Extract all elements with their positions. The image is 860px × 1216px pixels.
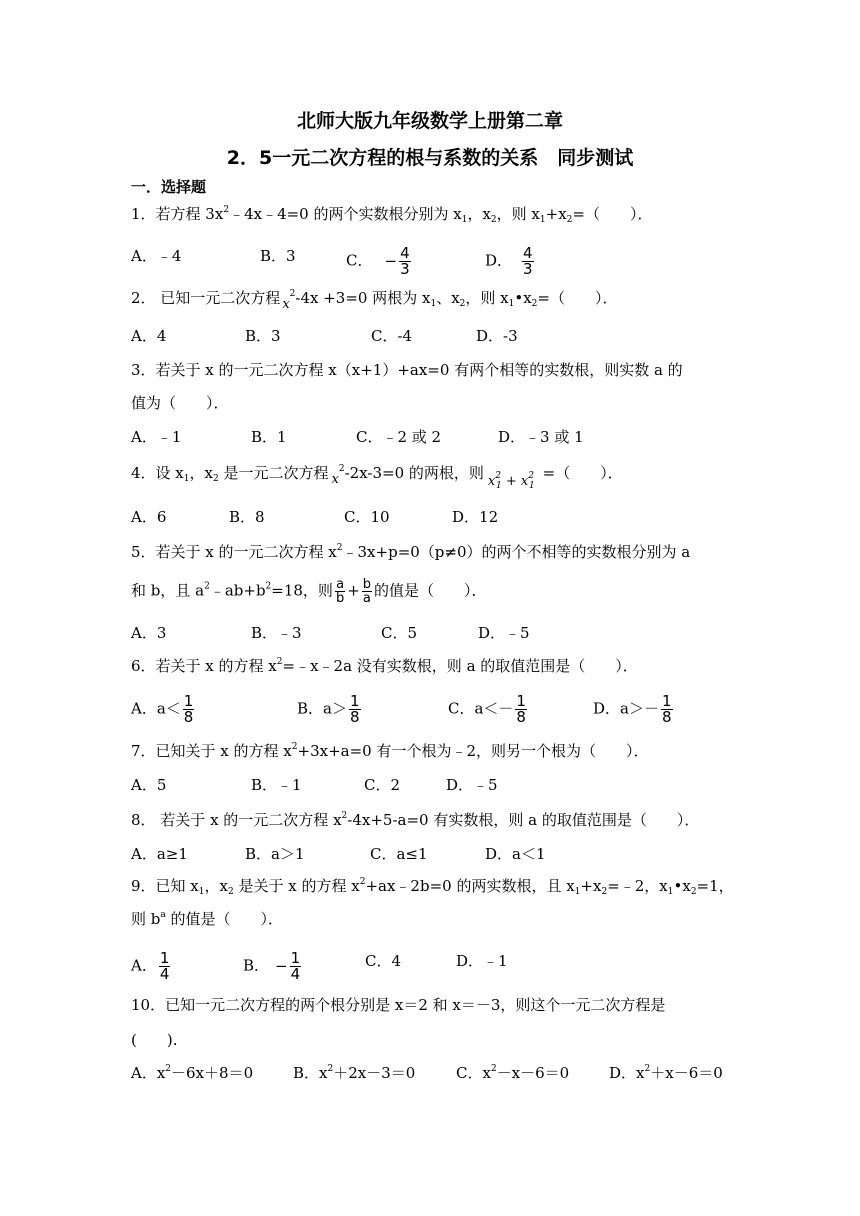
option-c: C．$x^2-x-6=0$: [456, 1064, 570, 1082]
option-d: D．-3: [476, 327, 518, 345]
question-5: 5．若关于 x 的一元二次方程 $x^2﹣3x+p=0(p\ne 0)$的两个不相等的实数根分别为 a: [131, 543, 691, 561]
option-c: C．4: [365, 952, 402, 970]
fraction: $\frac{1}{4}$: [290, 949, 301, 983]
option-c: C．2: [364, 776, 401, 794]
option-b: B．a＞1: [245, 845, 305, 863]
option-d: D． $\frac{4}{3}$: [485, 244, 533, 278]
option-b: B．8: [229, 508, 265, 526]
option-a: A．6: [131, 508, 167, 526]
option-c: C．5: [381, 624, 418, 642]
question-2: 2． 已知一元二次方程 $x^2-4x +3=0$ 两根为 $x_1$、$x_2$，则 $x_1•x_2=$（ ）．: [131, 289, 618, 312]
option-b: B． − $\frac{1}{4}$: [243, 949, 301, 983]
option-d: D．﹣5: [478, 624, 530, 642]
document-subtitle: 2．5一元二次方程的根与系数的关系 同步测试: [226, 147, 634, 169]
question-3-cont: 值为（ ）．: [131, 394, 229, 412]
option-c: C．a＜－ $\frac{1}{8}$: [448, 692, 526, 726]
option-a: A．5: [131, 776, 167, 794]
fraction: $\frac{1}{8}$: [349, 692, 360, 726]
option-b: B．$x^2+2x-3=0$: [293, 1064, 416, 1082]
question-9: 9．已知 $x_1$，$x_2$ 是关于 x 的方程 $x^2+ax﹣2b=0$ 的两实数根，且 $x_1+x_2=﹣2$，$x_1•x_2=1$，: [131, 877, 734, 897]
question-8: 8． 若关于 x 的一元二次方程 $x^2-4x+5-a=0$ 有实数根，则 a 的取值范围是（ ）．: [131, 811, 700, 829]
question-1: 1．若方程 $3x^2﹣4x﹣4=0$ 的两个实数根分别为 $x_1$，$x_2$，则 $x_1+x_2=$（ ）．: [131, 205, 653, 225]
fraction: $\frac{1}{8}$: [183, 692, 194, 726]
fraction: $\frac{1}{8}$: [661, 692, 672, 726]
question-4: 4．设 $x_1$，$x_2$ 是一元二次方程 $x^2-2x-3=0$ 的两根，则 $x^2_1 + x^2_1=$（ ）．: [131, 464, 623, 491]
option-d: D．﹣5: [446, 776, 498, 794]
option-d: D．﹣3 或 1: [498, 428, 584, 446]
option-b: B．﹣1: [251, 776, 302, 794]
question-10: 10．已知一元二次方程的两个根分别是 x＝2 和 x＝－3，则这个一元二次方程是: [131, 996, 666, 1014]
fraction: $\frac{4}{3}$: [523, 244, 533, 278]
option-d: D．a＞－ $\frac{1}{8}$: [593, 692, 672, 726]
option-d: D．﹣1: [456, 952, 508, 970]
fraction: $\frac{4}{3}$: [400, 244, 410, 278]
option-a: A．$x^2-6x+8=0$: [131, 1064, 254, 1082]
fraction: $\frac{b}{a}$: [362, 577, 372, 606]
document-title: 北师大版九年级数学上册第二章: [296, 110, 563, 132]
option-c: C．﹣2 或 2: [356, 428, 442, 446]
fraction: $\frac{a}{b}$: [335, 577, 345, 606]
option-c: C．10: [344, 508, 390, 526]
option-a: A．a＜ $\frac{1}{8}$: [131, 692, 194, 726]
question-7: 7．已知关于 x 的方程 $x^2+3x+a=0$ 有一个根为﹣2，则另一个根为（ ）．: [131, 742, 649, 760]
fraction: $\frac{1}{8}$: [516, 692, 526, 726]
option-a: A． $\frac{1}{4}$: [131, 949, 170, 983]
option-a: A．﹣4: [131, 247, 182, 265]
option-d: D．a＜1: [485, 845, 546, 863]
option-c: C．a≤1: [370, 845, 428, 863]
option-b: B．1: [251, 428, 287, 446]
option-a: A．3: [131, 624, 167, 642]
option-b: B．﹣3: [251, 624, 302, 642]
question-3: 3．若关于 x 的一元二次方程 x（x+1）+ax=0 有两个相等的实数根，则实数 a 的: [131, 361, 683, 379]
question-10-cont: ( ).: [131, 1031, 178, 1049]
option-b: B．a＞ $\frac{1}{8}$: [297, 692, 360, 726]
option-b: B．3: [260, 247, 296, 265]
question-9-cont: 则 $b^a$ 的值是（ ）．: [131, 910, 284, 928]
option-d: D．12: [452, 508, 499, 526]
question-6: 6．若关于 x 的方程 $x^2=﹣x﹣2a$ 没有实数根，则 a 的取值范围是（ ）．: [131, 657, 638, 675]
option-d: D．$x^2+x-6=0$: [609, 1064, 723, 1082]
question-5-cont: 和 b，且 $a^2﹣ab+b^2=18$，则 $\frac{a}{b}$ + $\frac{b}{a}$ 的值是（ ）．: [131, 577, 487, 606]
option-a: A．4: [131, 327, 167, 345]
option-c: C．-4: [371, 327, 413, 345]
fraction: $\frac{1}{4}$: [159, 949, 170, 983]
option-b: B．3: [245, 327, 281, 345]
option-c: C． − $\frac{4}{3}$: [346, 244, 410, 278]
section-heading: 一．选择题: [131, 178, 207, 196]
option-a: A．﹣1: [131, 428, 182, 446]
option-a: A．a≥1: [131, 845, 188, 863]
